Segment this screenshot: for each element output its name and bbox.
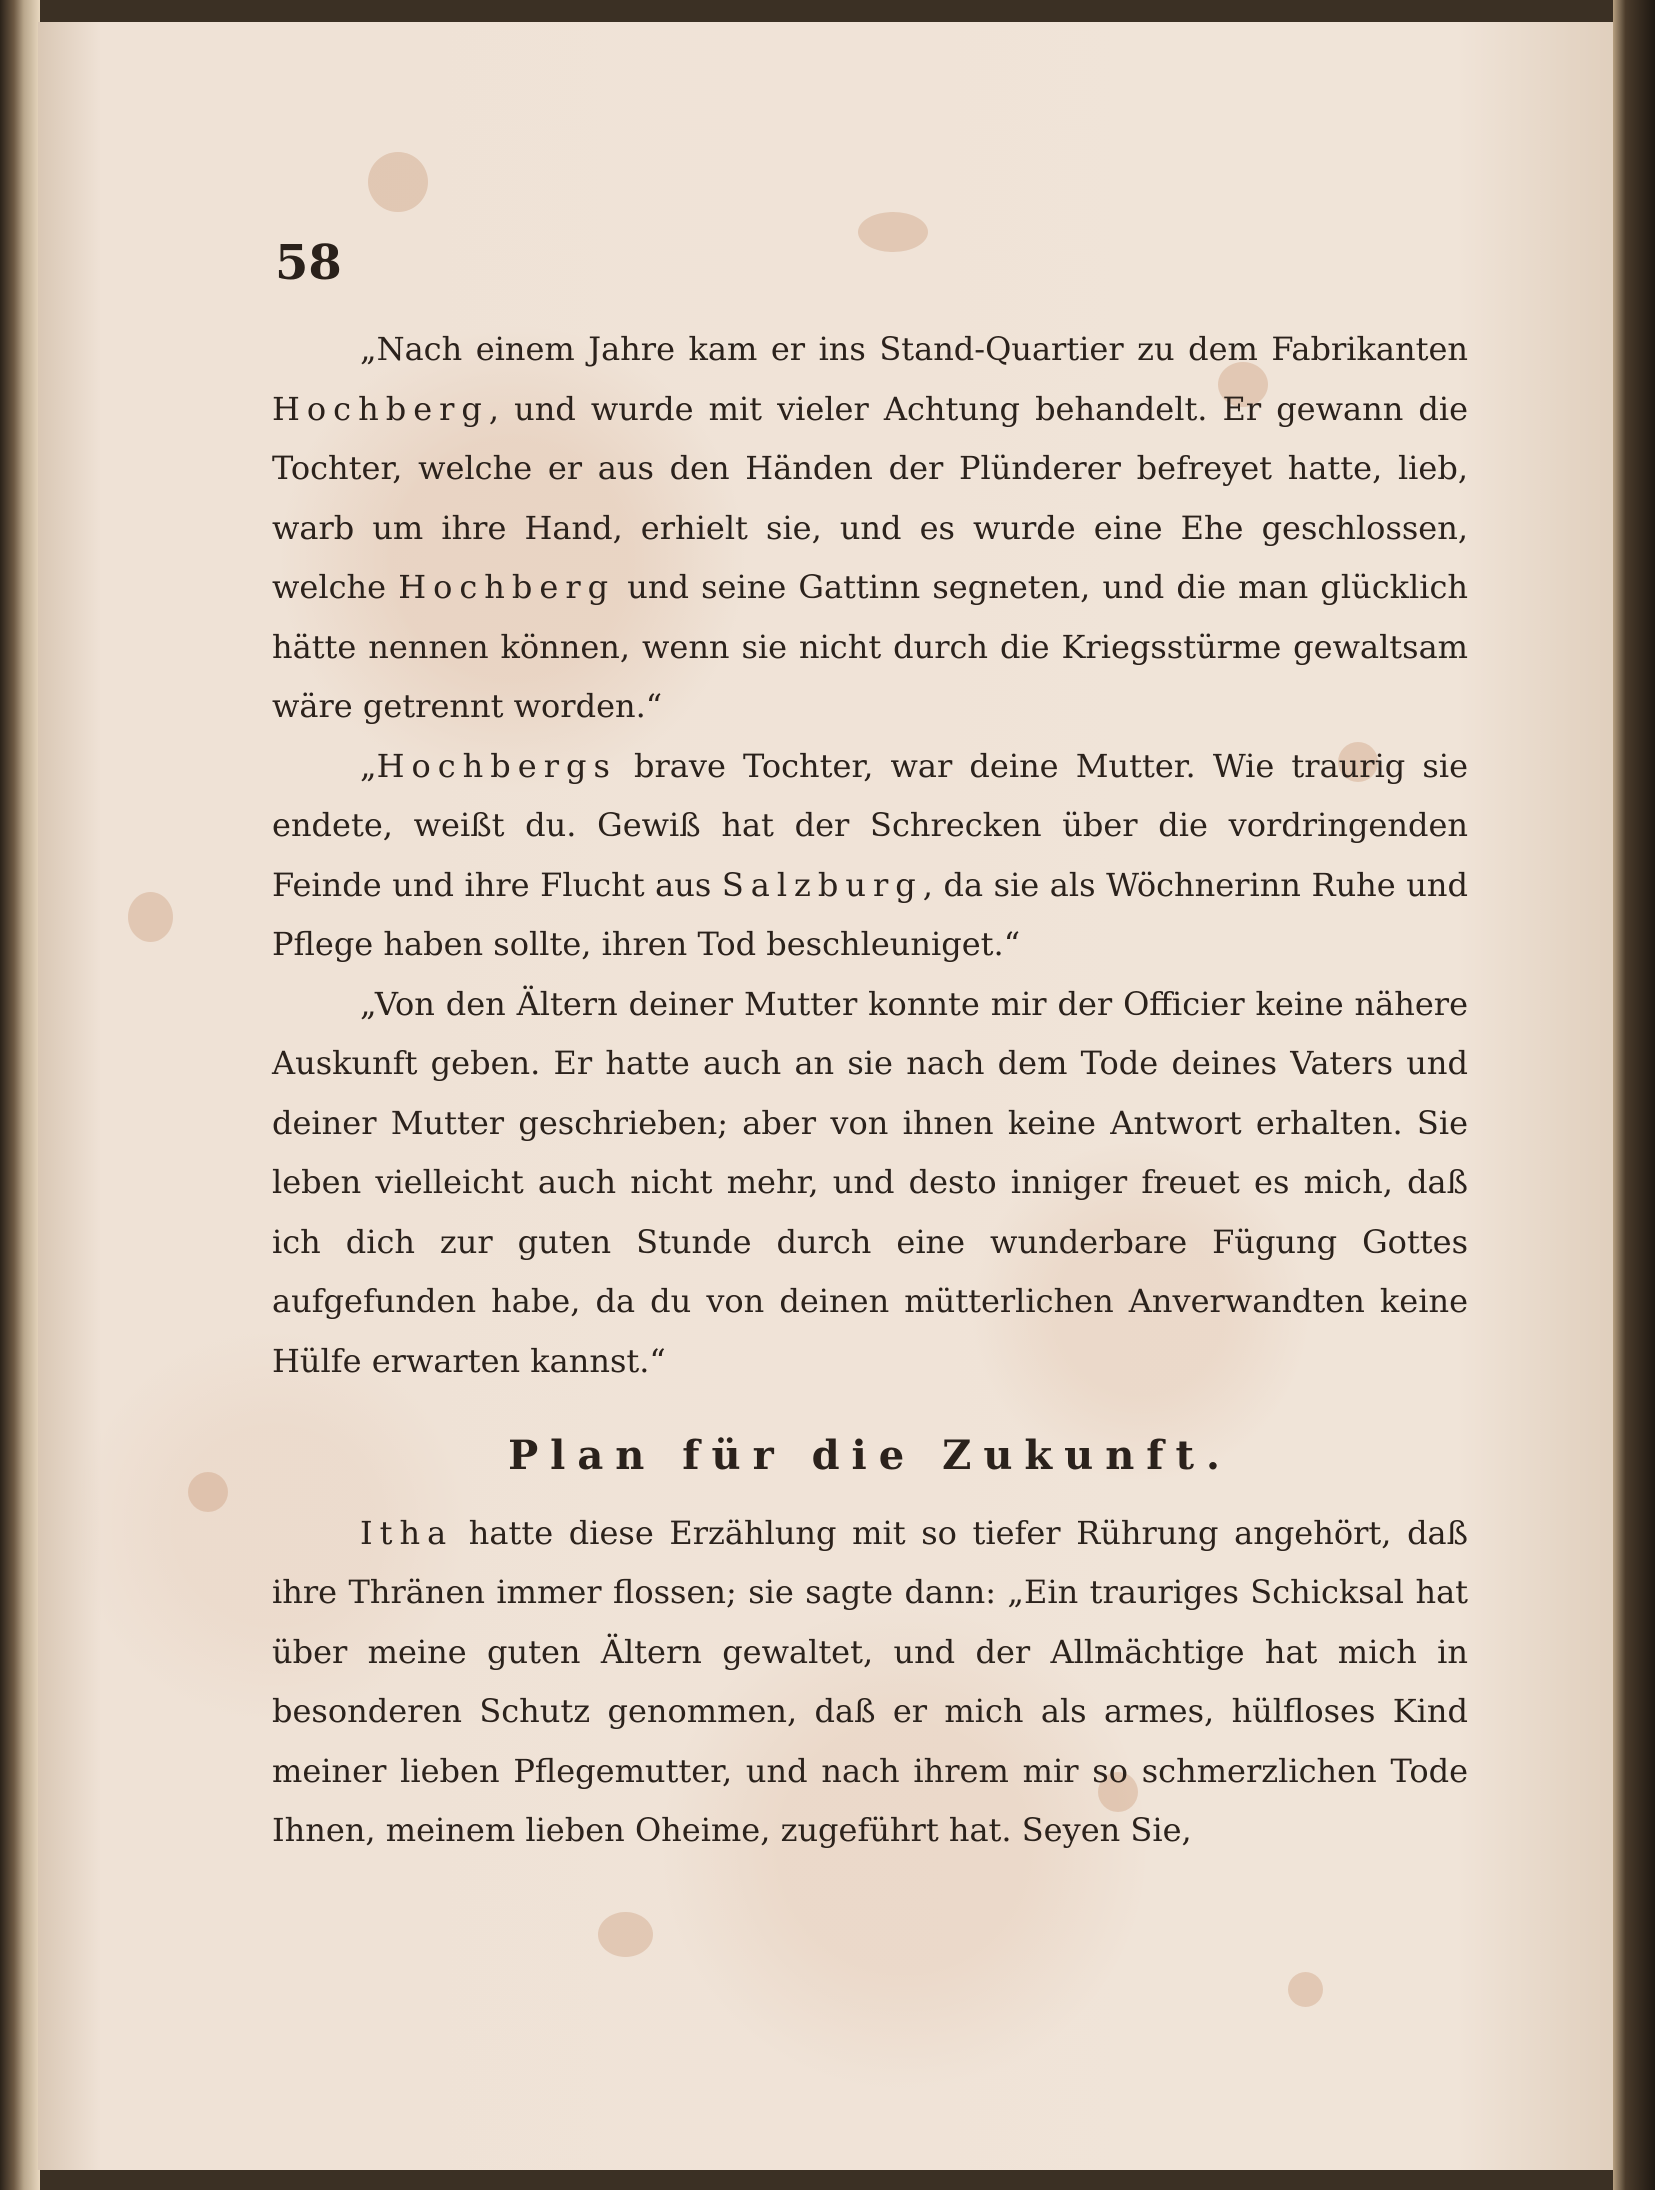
foxing-spot	[188, 1472, 228, 1512]
paragraph	[272, 1504, 1468, 1861]
spaced-name: Itha	[360, 1513, 454, 1552]
paragraph	[272, 737, 1468, 975]
foxing-spot	[128, 892, 173, 942]
text-run: , da sie als Wöchnerinn Ruhe und Pflege haben sollte, ihren Tod beschleuniget.“	[272, 865, 1469, 963]
text-run: „Nach einem Jahre kam er ins Stand-Quartier zu dem Fabrikanten	[360, 330, 1468, 368]
body-text	[272, 320, 1468, 1861]
spaced-name: Hochbergs	[376, 746, 617, 785]
page-number: 58	[275, 235, 342, 291]
foxing-spot	[598, 1912, 653, 1957]
text-run: brave Tochter, war deine Mutter. Wie traurig sie endete, weißt du. Gewiß hat der Schrecken über die vordringenden Feinde und ihre Flucht aus	[272, 746, 1468, 904]
foxing-spot	[368, 152, 428, 212]
paragraph	[272, 320, 1468, 737]
spaced-name: Hochberg	[272, 389, 489, 428]
text-run: „	[360, 746, 377, 785]
spaced-name: Salzburg	[721, 865, 923, 904]
section-heading: Plan für die Zukunft.	[508, 1432, 1232, 1479]
text-run: , und wurde mit vieler Achtung behandelt. Er gewann die Tochter, welche er aus den Händen der Plünderer befreyet hatte, lieb, warb um ihre Hand, erhielt sie, und es wurde eine Ehe geschlossen, welche	[272, 389, 1468, 606]
spaced-name: Hochberg	[398, 568, 616, 606]
text-run: und seine Gattinn segneten, und die man glücklich hätte nennen können, wenn sie nicht durch die Kriegsstürme gewaltsam wäre getrennt worden.“	[272, 568, 1468, 725]
paragraph	[272, 975, 1468, 1392]
text-run: hatte diese Erzählung mit so tiefer Rührung angehört, daß ihre Thränen immer flossen; sie sagte dann: „Ein trauriges Schicksal hat über meine guten Ältern gewaltet, und der Allmächtige hat mich in besonderen Schutz genommen, daß er mich als armes, hülfloses Kind meiner lieben Pflegemutter, und nach ihrem mir so schmerzlichen Tode Ihnen, meinem lieben Oheime, zugeführt hat. Seyen Sie,	[272, 1513, 1468, 1849]
foxing-spot	[858, 212, 928, 252]
foxing-spot	[1288, 1972, 1323, 2007]
book-edge-right	[1613, 0, 1655, 2190]
text-run: „Von den Ältern deiner Mutter konnte mir der Officier keine nähere Auskunft geben. Er hatte auch an sie nach dem Tode deines Vaters und deiner Mutter geschrieben; aber von ihnen keine Antwort erhalten. Sie leben vielleicht auch nicht mehr, und desto inniger freuet es mich, daß ich dich zur guten Stunde durch eine wunderbare Fügung Gottes aufgefunden habe, da du von deinen mütterlichen Anverwandten keine Hülfe erwarten kannst.“	[272, 984, 1468, 1380]
book-edge-left	[0, 0, 40, 2190]
